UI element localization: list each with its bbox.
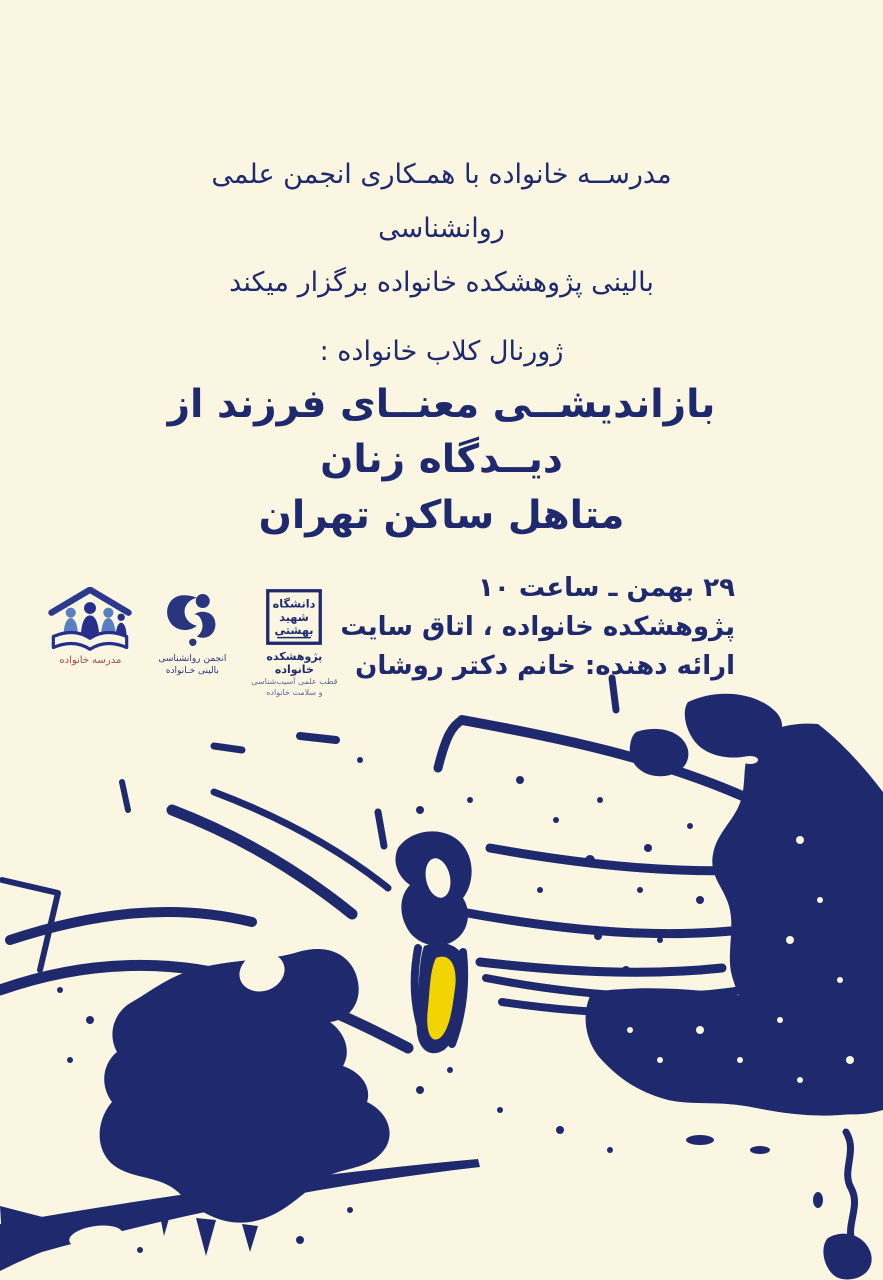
event-title-line-1: بازاندیشــی معنــای فرزند از دیــدگاه زنان	[167, 382, 716, 483]
intro-line-1: مدرســه خانواده با همـکاری انجمن علمی روانشناسی	[211, 159, 672, 244]
event-location: پژوهشکده خانواده ، اتاق سایت	[340, 612, 735, 643]
psych-association-caption-line-2: بالینی خـانواده	[165, 666, 219, 677]
event-title	[148, 377, 735, 543]
family-school-caption: مدرسه خانواده	[59, 655, 122, 667]
seal-text-line-1: دانشگاه	[273, 597, 316, 611]
event-title-line-2: متاهل ساکن تهران	[258, 492, 625, 538]
event-presenter: ارائه دهنده: خانم دکتر روشان	[355, 651, 735, 682]
seal-text-line-2: شهید	[279, 610, 310, 624]
university-seal-icon	[264, 587, 324, 647]
institute-caption-bold: پژوهشکده خانواده	[266, 650, 323, 677]
institute-caption-line-1: قطب علمی آسیب‌شناسی	[251, 677, 338, 687]
psych-association-caption-line-1: انجمن روانشناسی	[158, 654, 227, 665]
seal-text-line-3: بهشتی	[274, 624, 314, 637]
institute-caption-line-2: و سلامت خانواده	[266, 688, 323, 698]
intro-text	[148, 148, 735, 310]
intro-line-2: بالینی پژوهشکده خانواده برگزار میکند	[229, 267, 654, 298]
event-date-time: ۲۹ بهمن ـ ساعت ۱۰	[478, 573, 735, 604]
journal-club-label: ژورنال کلاب خانواده :	[319, 336, 564, 367]
ink-hands-illustration	[0, 640, 883, 1280]
